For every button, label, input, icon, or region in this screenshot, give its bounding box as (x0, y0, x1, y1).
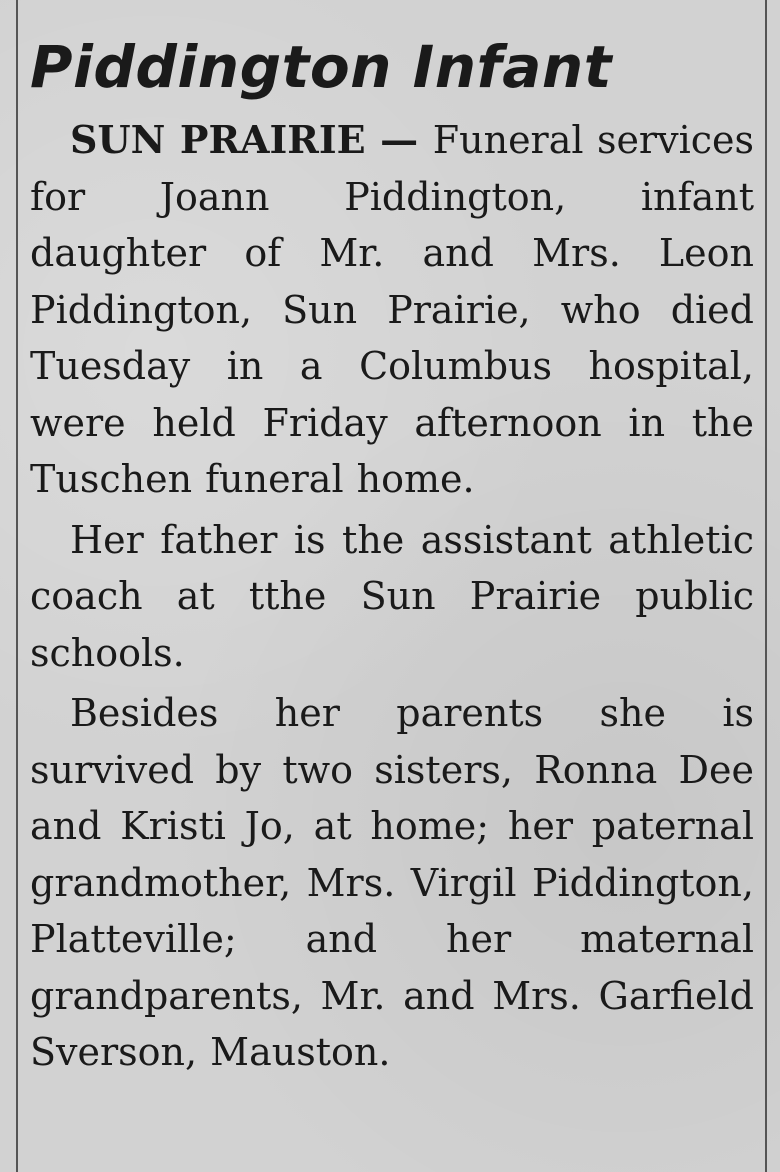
column-rule-right (765, 0, 767, 1172)
paragraph-2-text: Her father is the assistant athletic coach at tthe Sun Prairie public schools. (30, 517, 754, 675)
paragraph-3 (30, 685, 754, 1081)
paragraph-2 (30, 512, 754, 682)
paragraph-3-text: Besides her parents she is survived by two sisters, Ronna Dee and Kristi Jo, at home; her paternal grandmother, Mrs. Virgil Piddington, Platteville; and her maternal grandparents, Mr. and Mrs. Garfield Sverson, Mauston. (30, 691, 754, 1074)
paragraph-1-text: Funeral services for Joann Piddington, infant daughter of Mr. and Mrs. Leon Piddington, Sun Prairie, who died Tuesday in a Columbus hospital, were held Friday afternoon in the Tuschen funeral home. (30, 118, 754, 501)
dateline: SUN PRAIRIE — (70, 117, 433, 162)
paragraph-1 (30, 112, 754, 508)
obituary-article (30, 28, 754, 1081)
column-rule-left (16, 0, 18, 1172)
headline: Piddington Infant (30, 33, 612, 101)
